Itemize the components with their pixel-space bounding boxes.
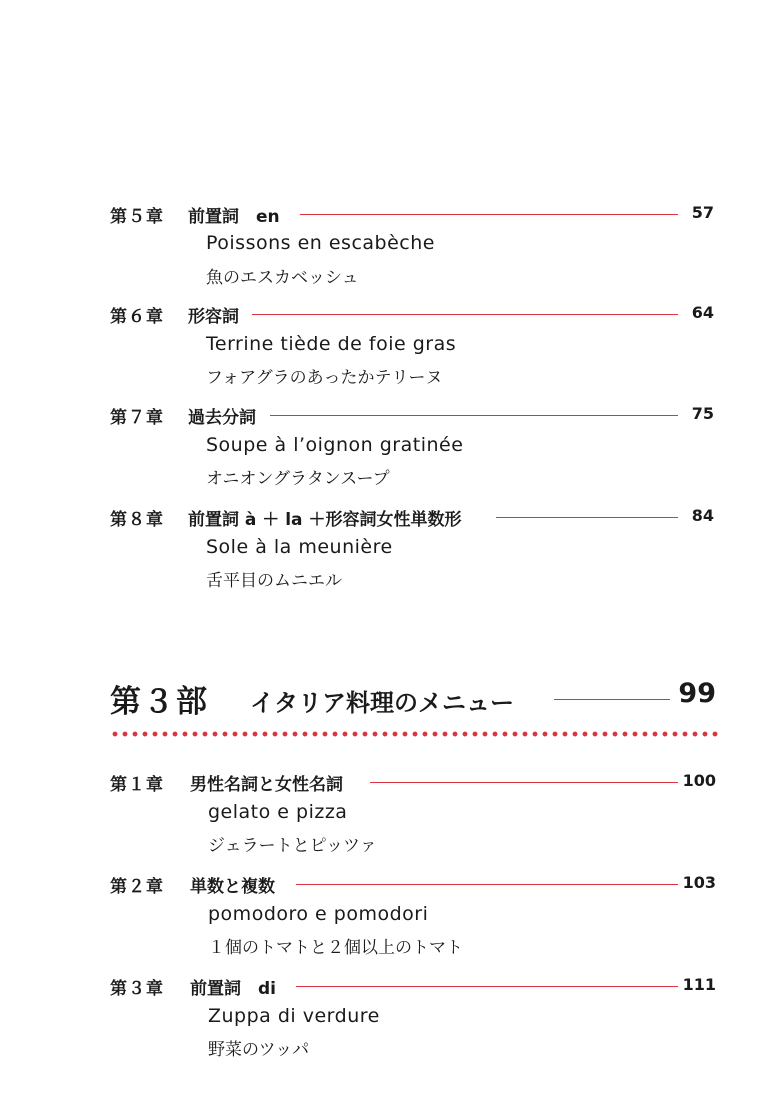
dish-name-japanese: １個のトマトと２個以上のトマト	[208, 938, 463, 958]
dish-name-original: Poissons en escabèche	[206, 232, 435, 254]
chapter-number: 第８章	[110, 510, 164, 530]
chapter-title: 単数と複数	[190, 872, 281, 897]
part-heading	[0, 676, 774, 726]
dish-name-original: Sole à la meunière	[206, 536, 393, 558]
page-number: 57	[691, 203, 714, 222]
leader-line	[370, 782, 678, 783]
leader-line	[296, 884, 678, 885]
chapter-number: 第５章	[110, 207, 164, 227]
leader-line	[252, 314, 678, 315]
leader-line	[300, 214, 678, 215]
page-number: 64	[691, 303, 714, 322]
page-number: 84	[691, 506, 714, 525]
part-title: イタリア料理のメニュー	[250, 689, 514, 717]
dish-name-japanese: フォアグラのあったかテリーヌ	[206, 368, 443, 388]
dish-name-original: Terrine tiède de foie gras	[206, 333, 457, 355]
page-number: 111	[682, 975, 716, 994]
page-number: 75	[691, 404, 714, 423]
dish-name-japanese: オニオングラタンスープ	[206, 469, 390, 489]
chapter-number: 第１章	[110, 775, 164, 795]
dish-name-japanese: ジェラートとピッツァ	[208, 836, 377, 856]
dotted-divider	[110, 730, 718, 738]
dish-name-original: gelato e pizza	[208, 801, 348, 823]
leader-line	[270, 415, 678, 416]
chapter-title: 前置詞 en	[188, 202, 286, 227]
chapter-number: 第３章	[110, 979, 164, 999]
dish-name-japanese: 舌平目のムニエル	[206, 571, 342, 591]
chapter-number: 第６章	[110, 307, 164, 327]
dish-name-original: Soupe à l’oignon gratinée	[206, 434, 464, 456]
page-number: 100	[682, 771, 716, 790]
chapter-title: 形容詞	[188, 302, 245, 327]
dish-name-original: Zuppa di verdure	[208, 1005, 380, 1027]
dish-name-original: pomodoro e pomodori	[208, 903, 429, 925]
leader-line	[496, 517, 678, 518]
chapter-title: 男性名詞と女性名詞	[190, 770, 349, 795]
chapter-number: 第２章	[110, 877, 164, 897]
dish-name-japanese: 野菜のツッパ	[208, 1040, 310, 1060]
page-number: 99	[678, 678, 716, 709]
dish-name-japanese: 魚のエスカベッシュ	[206, 268, 359, 288]
page-number: 103	[682, 873, 716, 892]
chapter-title: 前置詞 à ＋ la ＋形容詞女性単数形	[188, 505, 467, 530]
leader-line	[296, 986, 678, 987]
chapter-number: 第７章	[110, 408, 164, 428]
chapter-title: 前置詞 di	[190, 974, 282, 999]
part-number: 第３部	[110, 684, 209, 720]
chapter-title: 過去分詞	[188, 403, 262, 428]
